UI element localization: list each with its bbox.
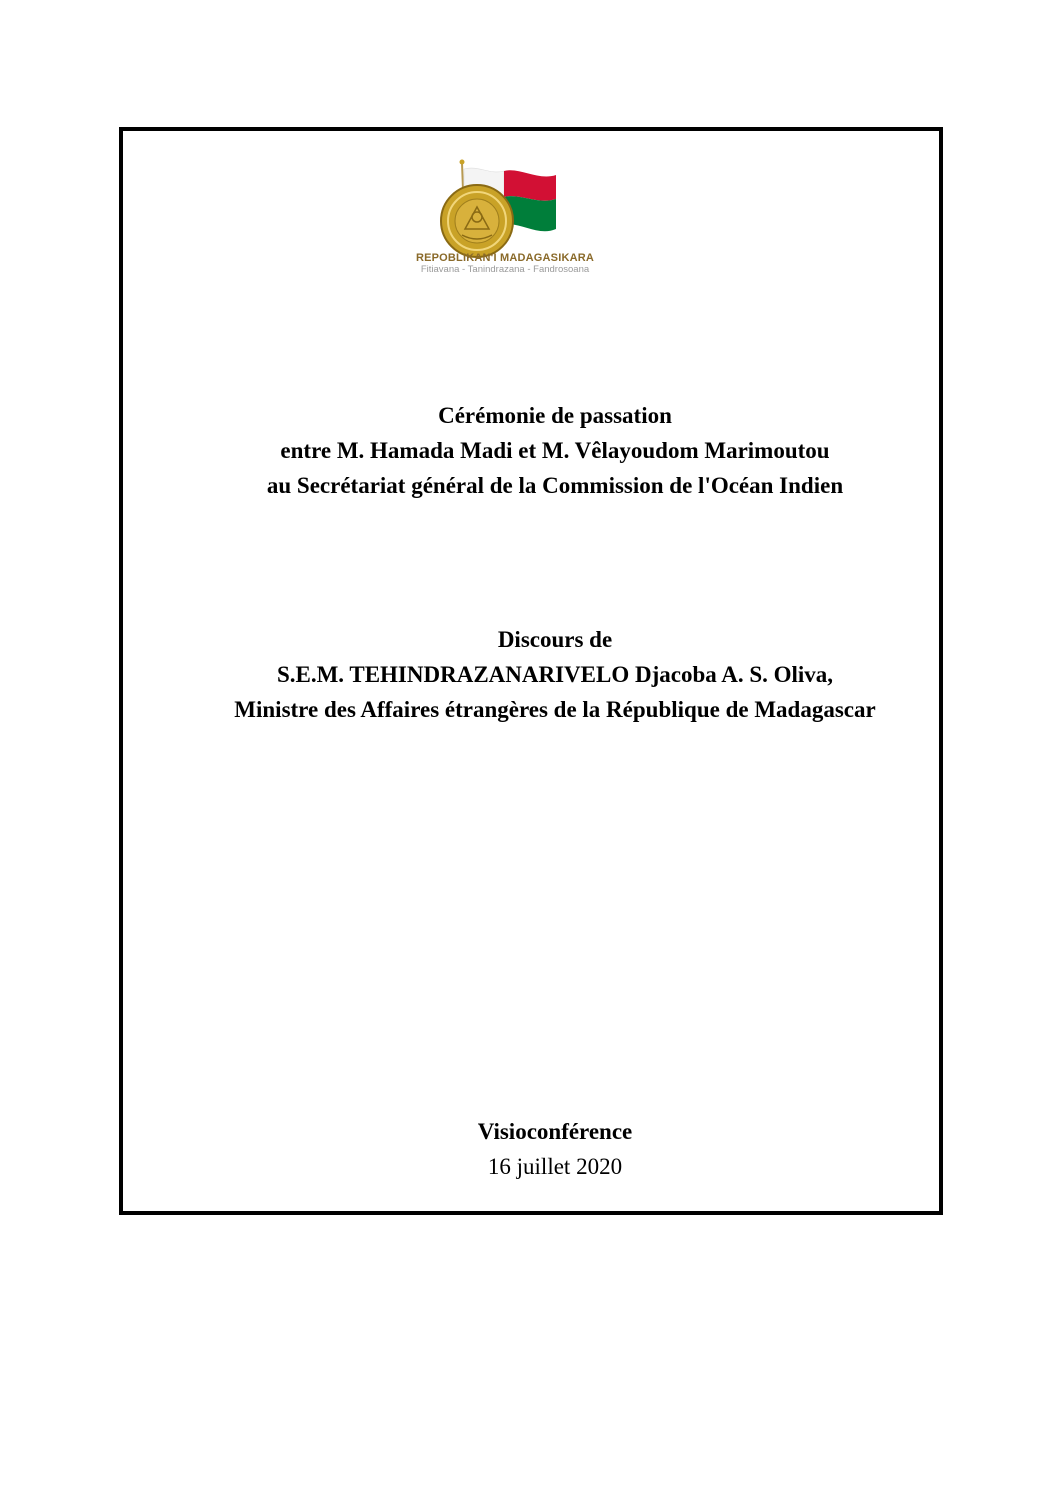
ceremony-line-2: entre M. Hamada Madi et M. Vêlayoudom Marimoutou — [280, 438, 830, 463]
venue-mode: Visioconférence — [477, 1119, 633, 1144]
speech-line-1: Discours de — [497, 627, 613, 652]
speech-block — [125, 622, 985, 727]
venue-block — [125, 1114, 985, 1184]
ceremony-title-block — [125, 398, 985, 503]
logo-motto: Fitiavana - Tanindrazana - Fandrosoana — [420, 264, 590, 275]
venue-date: 16 juillet 2020 — [487, 1154, 623, 1179]
speech-line-3: Ministre des Affaires étrangères de la République de Madagascar — [234, 697, 876, 722]
ceremony-line-1: Cérémonie de passation — [438, 403, 672, 428]
logo-title: REPOBLIKAN'I MADAGASIKARA — [415, 252, 595, 264]
ceremony-line-3: au Secrétariat général de la Commission de l'Océan Indien — [266, 473, 844, 498]
speech-line-2: S.E.M. TEHINDRAZANARIVELO Djacoba A. S. Oliva, — [276, 662, 834, 687]
